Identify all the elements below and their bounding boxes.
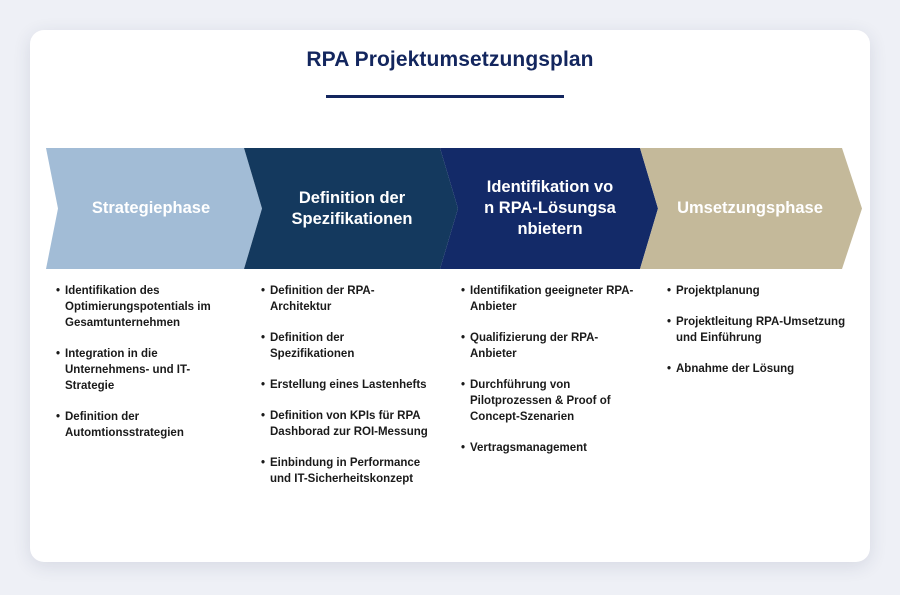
list-item: • Definition der Spezifikationen: [261, 330, 431, 362]
phase-3-label: [458, 148, 642, 269]
list-item: • Qualifizierung der RPA-Anbieter: [461, 330, 641, 362]
list-item: • Projektleitung RPA-Umsetzung und Einführung: [667, 314, 847, 346]
title-underline: [326, 95, 564, 98]
phase-name: Strategiephase: [91, 199, 211, 217]
list-item: • Abnahme der Lösung: [667, 361, 847, 377]
phase-4-items: [667, 283, 847, 392]
phase-name: Identifikation vo n RPA-Lösungsa nbietern: [484, 178, 616, 238]
list-item: • Integration in die Unternehmens- und IT-Strategie: [56, 346, 231, 394]
list-item: • Projektplanung: [667, 283, 847, 299]
list-item: • Identifikation des Optimierungspotentials im Gesamtunternehmen: [56, 283, 231, 331]
phase-name: Umsetzungsphase: [677, 199, 823, 217]
list-item: • Vertragsmanagement: [461, 440, 641, 456]
phase-2-items: [261, 283, 431, 502]
list-item: • Erstellung eines Lastenhefts: [261, 377, 431, 393]
list-item: • Durchführung von Pilotprozessen & Proof of Concept-Szenarien: [461, 377, 641, 425]
phase-name: Definition der Spezifikationen: [291, 188, 413, 228]
list-item: • Definition der Automtionsstrategien: [56, 409, 231, 441]
phase-1-items: [56, 283, 231, 456]
phase-2-label: [262, 148, 442, 269]
phase-1-label: [58, 148, 244, 269]
list-item: • Identifikation geeigneter RPA-Anbieter: [461, 283, 641, 315]
list-item: • Einbindung in Performance und IT-Sicherheitskonzept: [261, 455, 431, 487]
phase-4-label: [658, 148, 842, 269]
list-item: • Definition von KPIs für RPA Dashborad zur ROI-Messung: [261, 408, 431, 440]
list-item: • Definition der RPA-Architektur: [261, 283, 431, 315]
phase-3-items: [461, 283, 641, 471]
page-title: RPA Projektumsetzungsplan: [306, 48, 594, 71]
